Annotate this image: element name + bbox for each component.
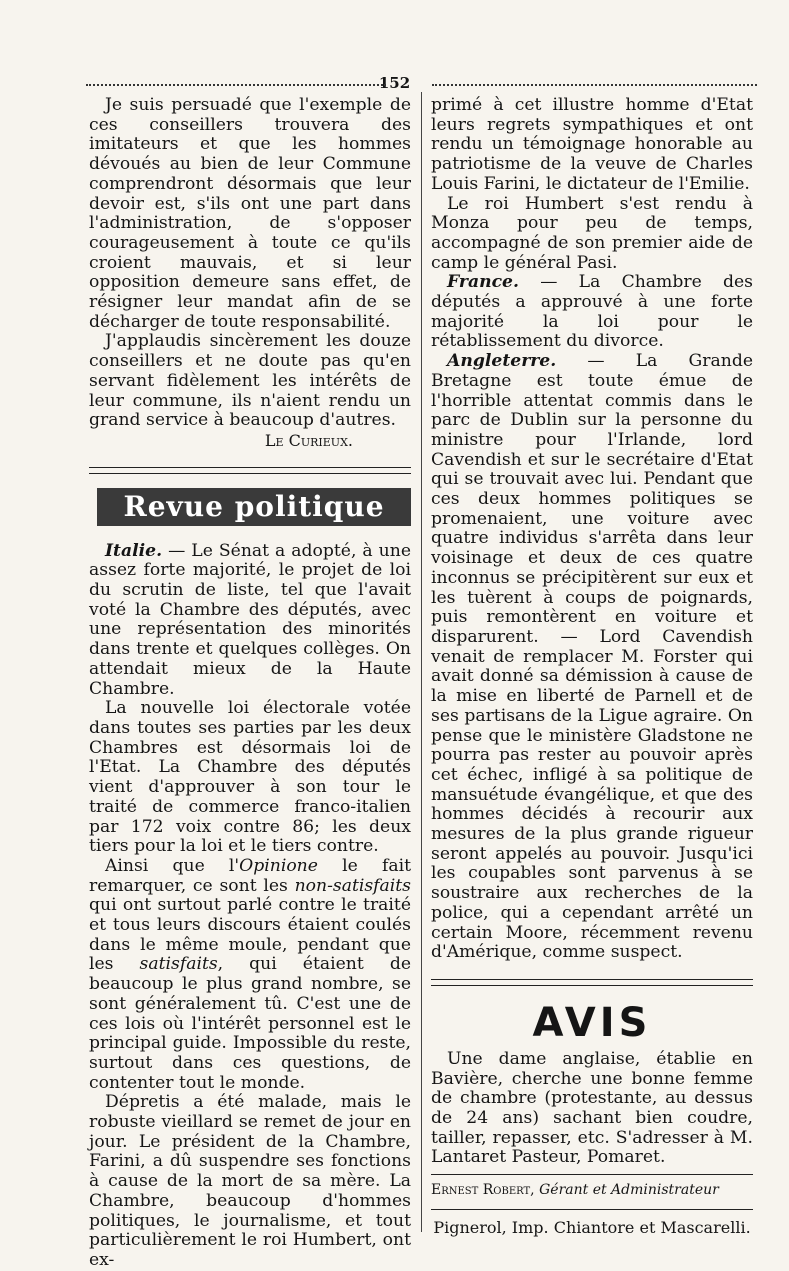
column-divider [421, 92, 423, 1232]
letter-paragraph: Je suis persuadé que l'exemple de ces conseillers trouvera des imitateurs et que les hommes dévoués au bien de leur Commune comprendront désormais que leur devoir est, s'ils ont une part dans l'administration, de s'opposer courageusement à toute ce qu'ils croient mauvais, et si leur opposition demeure sans effet, de résigner leur mandat afin de se décharger de toute responsabilité. [89, 95, 411, 332]
italic-term: non-satisfaits [294, 875, 411, 896]
news-paragraph [89, 857, 411, 1093]
news-paragraph: primé à cet illustre homme d'Etat leurs regrets sympathiques et ont rendu un témoignage honorable au patriotisme de la veuve de Charles Louis Farini, le dictateur de l'Emilie. [431, 95, 753, 194]
news-text: — La Chambre des députés a approuvé à une forte majorité la loi pour le rétablissement du divorce. [431, 272, 753, 352]
section-heading: Revue politique [97, 488, 411, 526]
news-text: , qui étaient de beaucoup le plus grand nombre, se sont généralement tû. C'est une de ces lois où l'intérêt personnel est le principal guide. Impossible du reste, surtout dans ces questions, de contenter tout le monde. [89, 954, 411, 1093]
section-rule [89, 467, 411, 474]
news-paragraph: Le roi Humbert s'est rendu à Monza pour peu de temps, accompagné de son premier aide de camp le général Pasi. [431, 193, 753, 273]
left-column [89, 96, 411, 1271]
printer-line: Pignerol, Imp. Chiantore et Mascarelli. [431, 1209, 753, 1238]
newspaper-title: Opinione [239, 855, 318, 876]
news-paragraph [89, 542, 411, 700]
news-text: qui ont surtout parlé contre le traité et tous leurs discours étaient coulés dans le même moule, pendant que les [89, 895, 411, 975]
right-column [431, 96, 753, 1238]
letter-signature: Le Curieux. [264, 430, 353, 450]
manager-line [431, 1174, 753, 1199]
manager-role: Gérant et Administrateur [539, 1182, 719, 1199]
manager-name: Ernest Robert, [431, 1182, 535, 1199]
country-label: Italie. [105, 540, 163, 561]
news-text: le fait remarquer, ce sont les [89, 855, 411, 896]
news-paragraph [431, 352, 753, 963]
notice-block [431, 1000, 753, 1046]
notice-text: Une dame anglaise, établie en Bavière, cherche une bonne femme de chambre (protestante, au dessus de 24 ans) sachant bien coudre, tailler, repasser, etc. S'adresser à M. Lantaret Pasteur, Pomaret. [431, 1048, 753, 1168]
country-label: France. [447, 272, 519, 293]
news-paragraph: La nouvelle loi électorale votée dans toutes ses parties par les deux Chambres est désormais loi de l'Etat. La Chambre des députés vient d'approuver à son tour le traité de commerce franco-italien par 172 voix contre 86; les deux tiers pour la loi et le tiers contre. [89, 698, 411, 857]
country-label: Angleterre. [447, 351, 557, 372]
news-text: Ainsi que l' [105, 855, 240, 876]
news-paragraph [431, 273, 753, 352]
news-paragraph: Dépretis a été malade, mais le robuste vieillard se remet de jour en jour. Le président de la Chambre, Farini, a dû suspendre ses fonctions à cause de la mort de sa mère. La Chambre, beaucoup d'hommes politiques, le journalisme, et tout particulièrement le roi Humbert, ont ex- [89, 1092, 411, 1270]
section-rule [431, 979, 753, 986]
page-number: 152 [378, 74, 411, 92]
italic-term: satisfaits [139, 954, 218, 975]
news-text: — La Grande Bretagne est toute émue de l'horrible attentat commis dans le parc de Dublin sur la personne du ministre pour l'Irlande, lord Cavendish et sur le secrétaire d'Etat qui se trouvait avec lui. Pendant que ces deux hommes politiques se promenaient, une voiture avec quatre individus s'arrêta dans leur voisinage et deux de ces quatre inconnus se précipitèrent sur eux et les tuèrent à coups de poignards, puis remontèrent en voiture et disparurent. — Lord Cavendish venait de remplacer M. Forster qui avait donné sa démission à cause de la mise en liberté de Parnell et de ses partisans de la Ligue agraire. On pense que le ministère Gladstone ne pourra pas rester au pouvoir après cet échec, infligé à sa politique de mansuétude évangélique, et que des hommes décidés à recourir aux mesures de la plus grande rigueur seront appelés au pouvoir. Jusqu'ici les coupables sont parvenus à se soustraire aux recherches de la police, qui a cependant arrêté un certain Moore, récemment revenu d'Amérique, comme suspect. [431, 351, 753, 963]
letter-paragraph: J'applaudis sincèrement les douze conseillers et ne doute pas qu'en servant fidèlement les intérêts de leur commune, ils n'aient rendu un grand service à beaucoup d'autres. [89, 331, 411, 431]
news-text: — Le Sénat a adopté, à une assez forte majorité, le projet de loi du scrutin de liste, tel que l'avait voté la Chambre des députés, avec une représentation des minorités dans trente et quelques collèges. On attendait mieux de la Haute Chambre. [89, 540, 411, 699]
notice-heading: AVIS [532, 999, 652, 1046]
header-rule-right [432, 84, 757, 86]
header-rule-left [86, 84, 386, 86]
